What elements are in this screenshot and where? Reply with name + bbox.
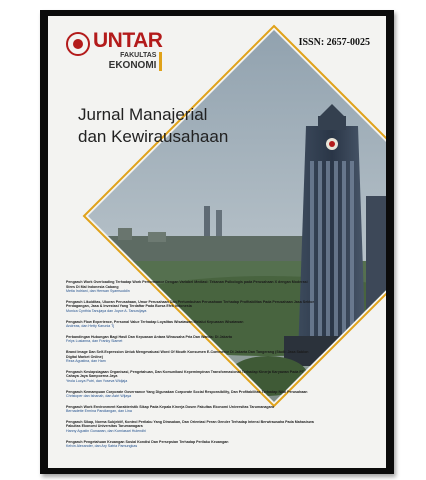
article-authors: Monica Cynthia Tanujaya dan Joyce A. Tanuwijaya [66,308,147,313]
article-authors: Felys Lusianna, dan Franky Slamet [66,339,123,344]
article-authors: Kelvin Alexander, dan Ary Satria Pamungkas [66,444,138,449]
faculty-line1: FAKULTAS [120,52,157,59]
faculty-label [93,52,162,71]
journal-cover [48,16,386,468]
gold-accent-bar [159,52,162,71]
article-authors: Reza Agustina, dan Ham [66,359,106,364]
article-authors: Christoper dan Ishanah, dan Astri Wijaya [66,394,132,399]
untar-logo [66,30,162,70]
article-title: Perbandingan Hubungan Bagi Hasil Dan Kepuasan Antara Wirausaha Pria Dan Wanita: Di Jakarta [66,334,233,339]
article-title: Pengaruh Kesiapsiagaan Organisasi, Pengetahuan, Dan Komunikasi Kepemimpinan Transformasional Terhadap Kinerja Karyawan Pada PT Cahaya Jaya Sampoerna Jaya [66,369,304,379]
article-title: Pengaruh Kemampuan Corporate Governance Yang Digunakan Corporate Social Responsibility, Dan Profitabilitas Terhadap Nilai Perusahaan [66,389,308,394]
cover-frame [40,10,394,474]
article-title: Pengaruh Likuiditas, Ukuran Perusahaan, Umur Perusahaan Dan Pertumbuhan Perusahaan Terhadap Profitabilitas Pada Perusahaan Jasa Sektor Perdagangan, Jasa & Investasi Yang Terdaftar Pada Bursa Efek Indonesia [66,299,314,309]
logo-text [93,30,162,71]
article-authors: Andreas, dan Hetty Karunia Tj [66,324,115,329]
article-title: Pengaruh Sikap, Norma Subjektif, Kontrol Perilaku Yang Dirasakan, Dan Orientasi Peran Gender Terhadap Intensi Berwirausaha Pada Mahasiswa Fakultas Ekonomi Universitas Tarumanagara [66,419,314,429]
list-item [66,390,316,399]
article-authors: Hanny Agustin Gunawan, dan Kurniasari Hulendhi [66,429,146,434]
article-authors: Metia Indriani, dan Herwan Syamsuddin [66,289,130,294]
article-title: Pengaruh Pengetahuan Keuangan Sosial Kondisi Dan Persepsian Terhadap Perilaku Keuangan [66,439,229,444]
article-title: Pengaruh Work Environment Karakteristik Sikap Pada Kepala Kinerja Dosen Fakultas Ekonomi Universitas Tarumanagara [66,404,274,409]
university-seal-icon [66,32,90,56]
list-item [66,320,316,329]
list-item [66,300,316,314]
article-authors: Bernadette Ermina Pandiangan, dan Lina [66,409,132,414]
article-title: Pengaruh Work Overloading Terhadap Work Performance Dengan Variabel Mediasi: Tekanan Psikologis pada Perusahaan X dengan Moderasi Stres Di Mal Indonesia Cabang [66,280,308,289]
list-item [66,370,316,384]
journal-title [78,104,228,148]
article-title: Brand Image Dan Self-Expression Untuk Mengevaluasi Word Of Mouth Konsumen E-Commerce Di Jakarta Dan Tangerang (Studi: Jasa Sablon Digital Market Online) [66,349,309,359]
list-item [66,420,316,434]
article-list [66,280,316,455]
article-title: Pengaruh Flow Experience, Personal Value Terhadap Loyalitas Wisatawan Melalui Kepuasan Wisatawan [66,319,244,324]
journal-title-line1: Jurnal Manajerial [78,105,208,124]
brand-name: UNTAR [93,29,163,52]
journal-title-line2: dan Kewirausahaan [78,127,229,146]
list-item [66,350,316,364]
article-authors: Yeola Lucya Putri, dan Yoseva Widjaja [66,378,128,383]
faculty-line2: EKONOMI [108,60,157,71]
issn-number: ISSN: 2657-0025 [298,37,370,48]
list-item [66,335,316,344]
list-item [66,440,316,449]
list-item [66,405,316,414]
list-item [66,280,316,294]
